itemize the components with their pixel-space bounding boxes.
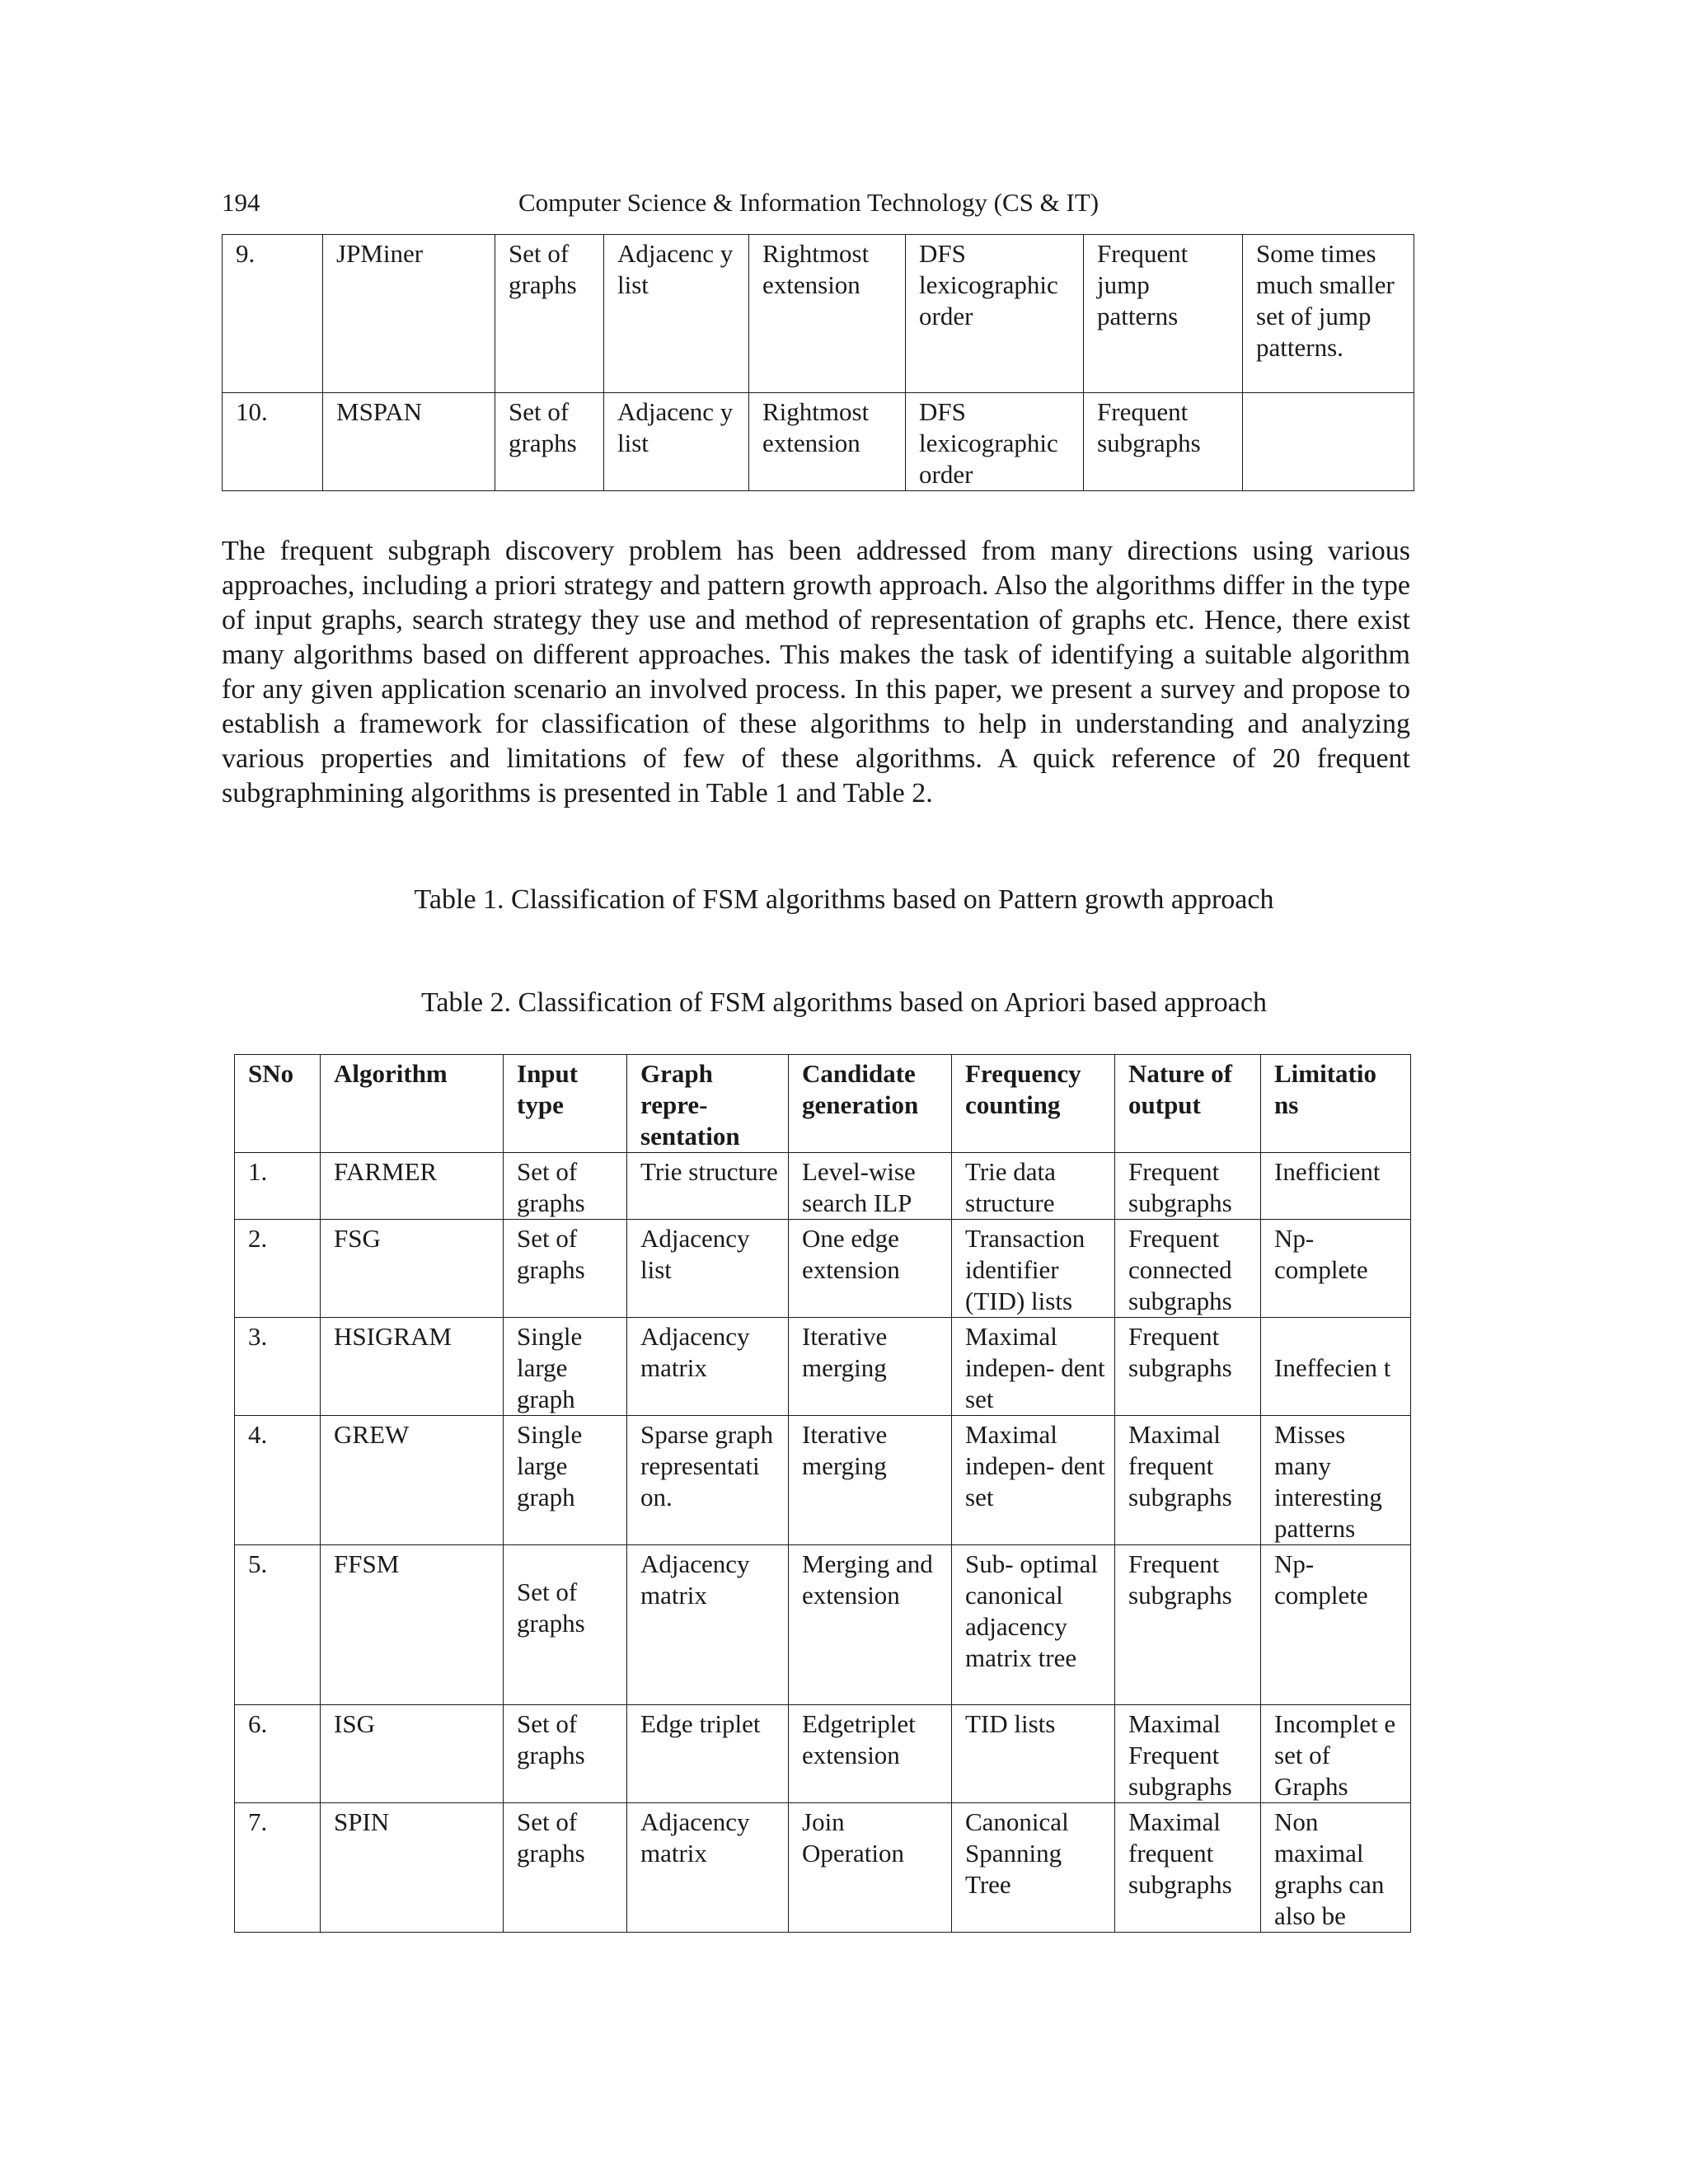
table-cell: 4. xyxy=(235,1416,321,1545)
table-cell: Sub- optimal canonical adjacency matrix tree xyxy=(952,1545,1115,1705)
table-row xyxy=(223,235,1414,393)
table-row xyxy=(223,393,1414,491)
table-cell: 5. xyxy=(235,1545,321,1705)
table-header-row xyxy=(235,1055,1411,1153)
table-cell: Non maximal graphs can also be xyxy=(1261,1803,1411,1933)
table-row xyxy=(235,1416,1411,1545)
table-cell: Maximal indepen- dent set xyxy=(952,1318,1115,1416)
table-cell: SPIN xyxy=(321,1803,504,1933)
table-cell: Canonical Spanning Tree xyxy=(952,1803,1115,1933)
table-1-continuation xyxy=(222,234,1414,491)
table-cell: One edge extension xyxy=(789,1220,952,1318)
table-cell: Maximal Frequent subgraphs xyxy=(1115,1705,1261,1803)
page-number: 194 xyxy=(222,188,260,217)
table-cell: Sparse graph representati on. xyxy=(627,1416,789,1545)
table-cell: Set of graphs xyxy=(495,393,604,491)
table-cell: Iterative merging xyxy=(789,1416,952,1545)
body-paragraph: The frequent subgraph discovery problem has been addressed from many directions using various approaches, including a priori strategy and pattern growth approach. Also the algorithms differ in the type of input graphs, search strategy they use and method of representation of graphs etc. Hence, there exist many algorithms based on different approaches. This makes the task of identifying a suitable algorithm for any given application scenario an involved process. In this paper, we present a survey and propose to establish a framework for classification of these algorithms to help in understanding and analyzing various properties and limitations of few of these algorithms. A quick reference of 20 frequent subgraphmining algorithms is presented in Table 1 and Table 2. xyxy=(222,536,1410,808)
table-cell: Set of graphs xyxy=(504,1153,627,1220)
journal-title: Computer Science & Information Technology (CS & IT) xyxy=(518,188,1100,217)
table-cell: 2. xyxy=(235,1220,321,1318)
table-2 xyxy=(234,1054,1411,1933)
table-cell: MSPAN xyxy=(323,393,495,491)
table-1-caption: Table 1. Classification of FSM algorithms based on Pattern growth approach xyxy=(414,884,1274,915)
table-cell: FARMER xyxy=(321,1153,504,1220)
table-cell: 7. xyxy=(235,1803,321,1933)
table-cell: Transaction identifier (TID) lists xyxy=(952,1220,1115,1318)
column-header-input-type: Input type xyxy=(504,1055,627,1153)
table-cell: Single large graph xyxy=(504,1318,627,1416)
column-header-algorithm: Algorithm xyxy=(321,1055,504,1153)
table-cell: Np- complete xyxy=(1261,1220,1411,1318)
table-cell: TID lists xyxy=(952,1705,1115,1803)
table-cell: HSIGRAM xyxy=(321,1318,504,1416)
table-cell: Trie structure xyxy=(627,1153,789,1220)
table-row xyxy=(235,1803,1411,1933)
table-cell: 6. xyxy=(235,1705,321,1803)
table-row xyxy=(235,1153,1411,1220)
table-cell: Set of graphs xyxy=(504,1803,627,1933)
table-cell: DFS lexicographic order xyxy=(906,393,1084,491)
column-header-nature-of-output: Nature of output xyxy=(1115,1055,1261,1153)
column-header-limitations: Limitatio ns xyxy=(1261,1055,1411,1153)
table-cell: Set of graphs xyxy=(504,1545,627,1705)
table-cell: Level-wise search ILP xyxy=(789,1153,952,1220)
column-header-frequency-counting: Frequency counting xyxy=(952,1055,1115,1153)
table-cell: Ineffecien t xyxy=(1261,1318,1411,1416)
table-cell: Edgetriplet extension xyxy=(789,1705,952,1803)
table-cell: Set of graphs xyxy=(504,1705,627,1803)
table-cell: Frequent subgraphs xyxy=(1115,1153,1261,1220)
table-cell: Adjacency matrix xyxy=(627,1545,789,1705)
table-cell: Inefficient xyxy=(1261,1153,1411,1220)
table-cell: ISG xyxy=(321,1705,504,1803)
table-cell: Adjacency list xyxy=(627,1220,789,1318)
table-cell: Trie data structure xyxy=(952,1153,1115,1220)
table-cell: 9. xyxy=(223,235,323,393)
column-header-candidate-generation: Candidate generation xyxy=(789,1055,952,1153)
table-cell: Merging and extension xyxy=(789,1545,952,1705)
table-cell: Maximal indepen- dent set xyxy=(952,1416,1115,1545)
column-header-graph-representation: Graph repre- sentation xyxy=(627,1055,789,1153)
table-row xyxy=(235,1318,1411,1416)
table-row xyxy=(235,1220,1411,1318)
table-cell: Single large graph xyxy=(504,1416,627,1545)
table-cell xyxy=(1243,393,1414,491)
table-cell: 10. xyxy=(223,393,323,491)
column-header-sno: SNo xyxy=(235,1055,321,1153)
table-cell: Join Operation xyxy=(789,1803,952,1933)
table-cell: Set of graphs xyxy=(495,235,604,393)
table-cell: Set of graphs xyxy=(504,1220,627,1318)
table-cell: Adjacenc y list xyxy=(604,393,749,491)
table-cell: Frequent subgraphs xyxy=(1115,1545,1261,1705)
table-2-caption: Table 2. Classification of FSM algorithms based on Apriori based approach xyxy=(421,987,1267,1018)
table-cell: Frequent subgraphs xyxy=(1084,393,1243,491)
table-cell: Adjacency matrix xyxy=(627,1803,789,1933)
table-cell: Frequent subgraphs xyxy=(1115,1318,1261,1416)
table-cell: Frequent connected subgraphs xyxy=(1115,1220,1261,1318)
table-cell: Maximal frequent subgraphs xyxy=(1115,1803,1261,1933)
table-cell: Misses many interesting patterns xyxy=(1261,1416,1411,1545)
table-cell: FSG xyxy=(321,1220,504,1318)
table-cell: Maximal frequent subgraphs xyxy=(1115,1416,1261,1545)
table-row xyxy=(235,1545,1411,1705)
table-cell: GREW xyxy=(321,1416,504,1545)
table-cell: Incomplet e set of Graphs xyxy=(1261,1705,1411,1803)
table-cell: Rightmost extension xyxy=(749,235,906,393)
table-cell: FFSM xyxy=(321,1545,504,1705)
table-cell: JPMiner xyxy=(323,235,495,393)
table-cell: Np- complete xyxy=(1261,1545,1411,1705)
table-cell: Rightmost extension xyxy=(749,393,906,491)
table-cell: Some times much smaller set of jump patterns. xyxy=(1243,235,1414,393)
table-cell: Iterative merging xyxy=(789,1318,952,1416)
table-cell: 1. xyxy=(235,1153,321,1220)
table-cell: Adjacenc y list xyxy=(604,235,749,393)
table-cell: Edge triplet xyxy=(627,1705,789,1803)
page-header xyxy=(222,186,1409,219)
table-row xyxy=(235,1705,1411,1803)
table-cell: 3. xyxy=(235,1318,321,1416)
table-cell: Frequent jump patterns xyxy=(1084,235,1243,393)
table-cell: Adjacency matrix xyxy=(627,1318,789,1416)
table-cell: DFS lexicographic order xyxy=(906,235,1084,393)
